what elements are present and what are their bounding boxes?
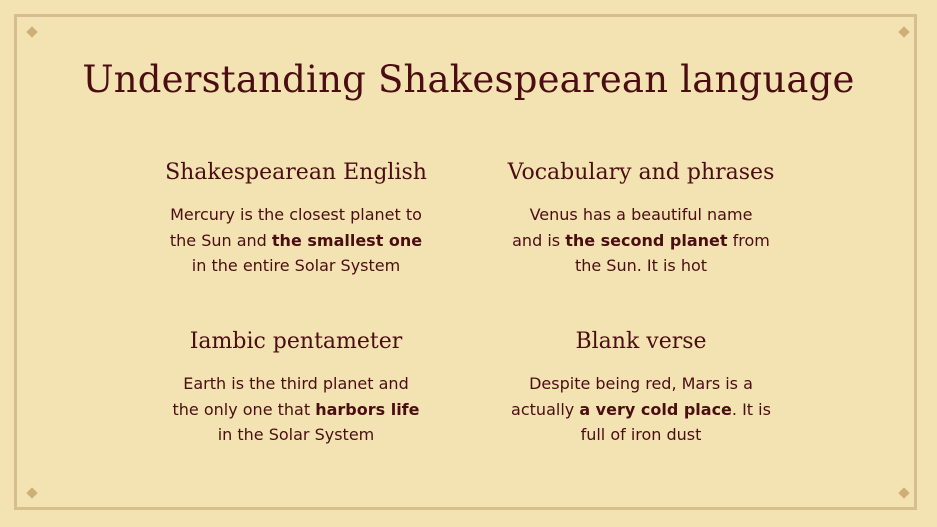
section-blank-verse [481, 327, 801, 448]
description-text: the only one that [172, 399, 316, 419]
description-line: full of iron dust [580, 425, 702, 444]
slide-title: Understanding Shakespearean language [82, 58, 855, 101]
section-description [481, 202, 801, 279]
section-heading: Blank verse [575, 329, 707, 354]
section-heading: Shakespearean English [165, 160, 427, 185]
description-text: actually [511, 399, 580, 419]
section-heading: Iambic pentameter [189, 329, 403, 354]
description-line: Despite being red, Mars is a [529, 374, 753, 393]
description-line: Earth is the third planet and [183, 374, 409, 393]
description-line: in the entire Solar System [191, 256, 401, 275]
description-text: and is [512, 230, 566, 250]
section-vocabulary-and-phrases [481, 158, 801, 279]
description-emphasis: the second planet [565, 230, 728, 250]
description-line: in the Solar System [217, 425, 375, 444]
section-description [136, 371, 456, 448]
description-text: . It is [731, 399, 771, 419]
description-emphasis: the smallest one [271, 230, 423, 250]
description-emphasis: a very cold place [579, 399, 732, 419]
description-text: from [727, 230, 770, 250]
section-iambic-pentameter [136, 327, 456, 448]
description-line: Venus has a beautiful name [529, 205, 753, 224]
section-description [136, 202, 456, 279]
section-heading: Vocabulary and phrases [507, 160, 775, 185]
description-emphasis: harbors life [315, 399, 420, 419]
section-shakespearean-english [136, 158, 456, 279]
description-line: Mercury is the closest planet to [170, 205, 422, 224]
section-description [481, 371, 801, 448]
description-line: the Sun. It is hot [574, 256, 708, 275]
description-text: the Sun and [169, 230, 272, 250]
